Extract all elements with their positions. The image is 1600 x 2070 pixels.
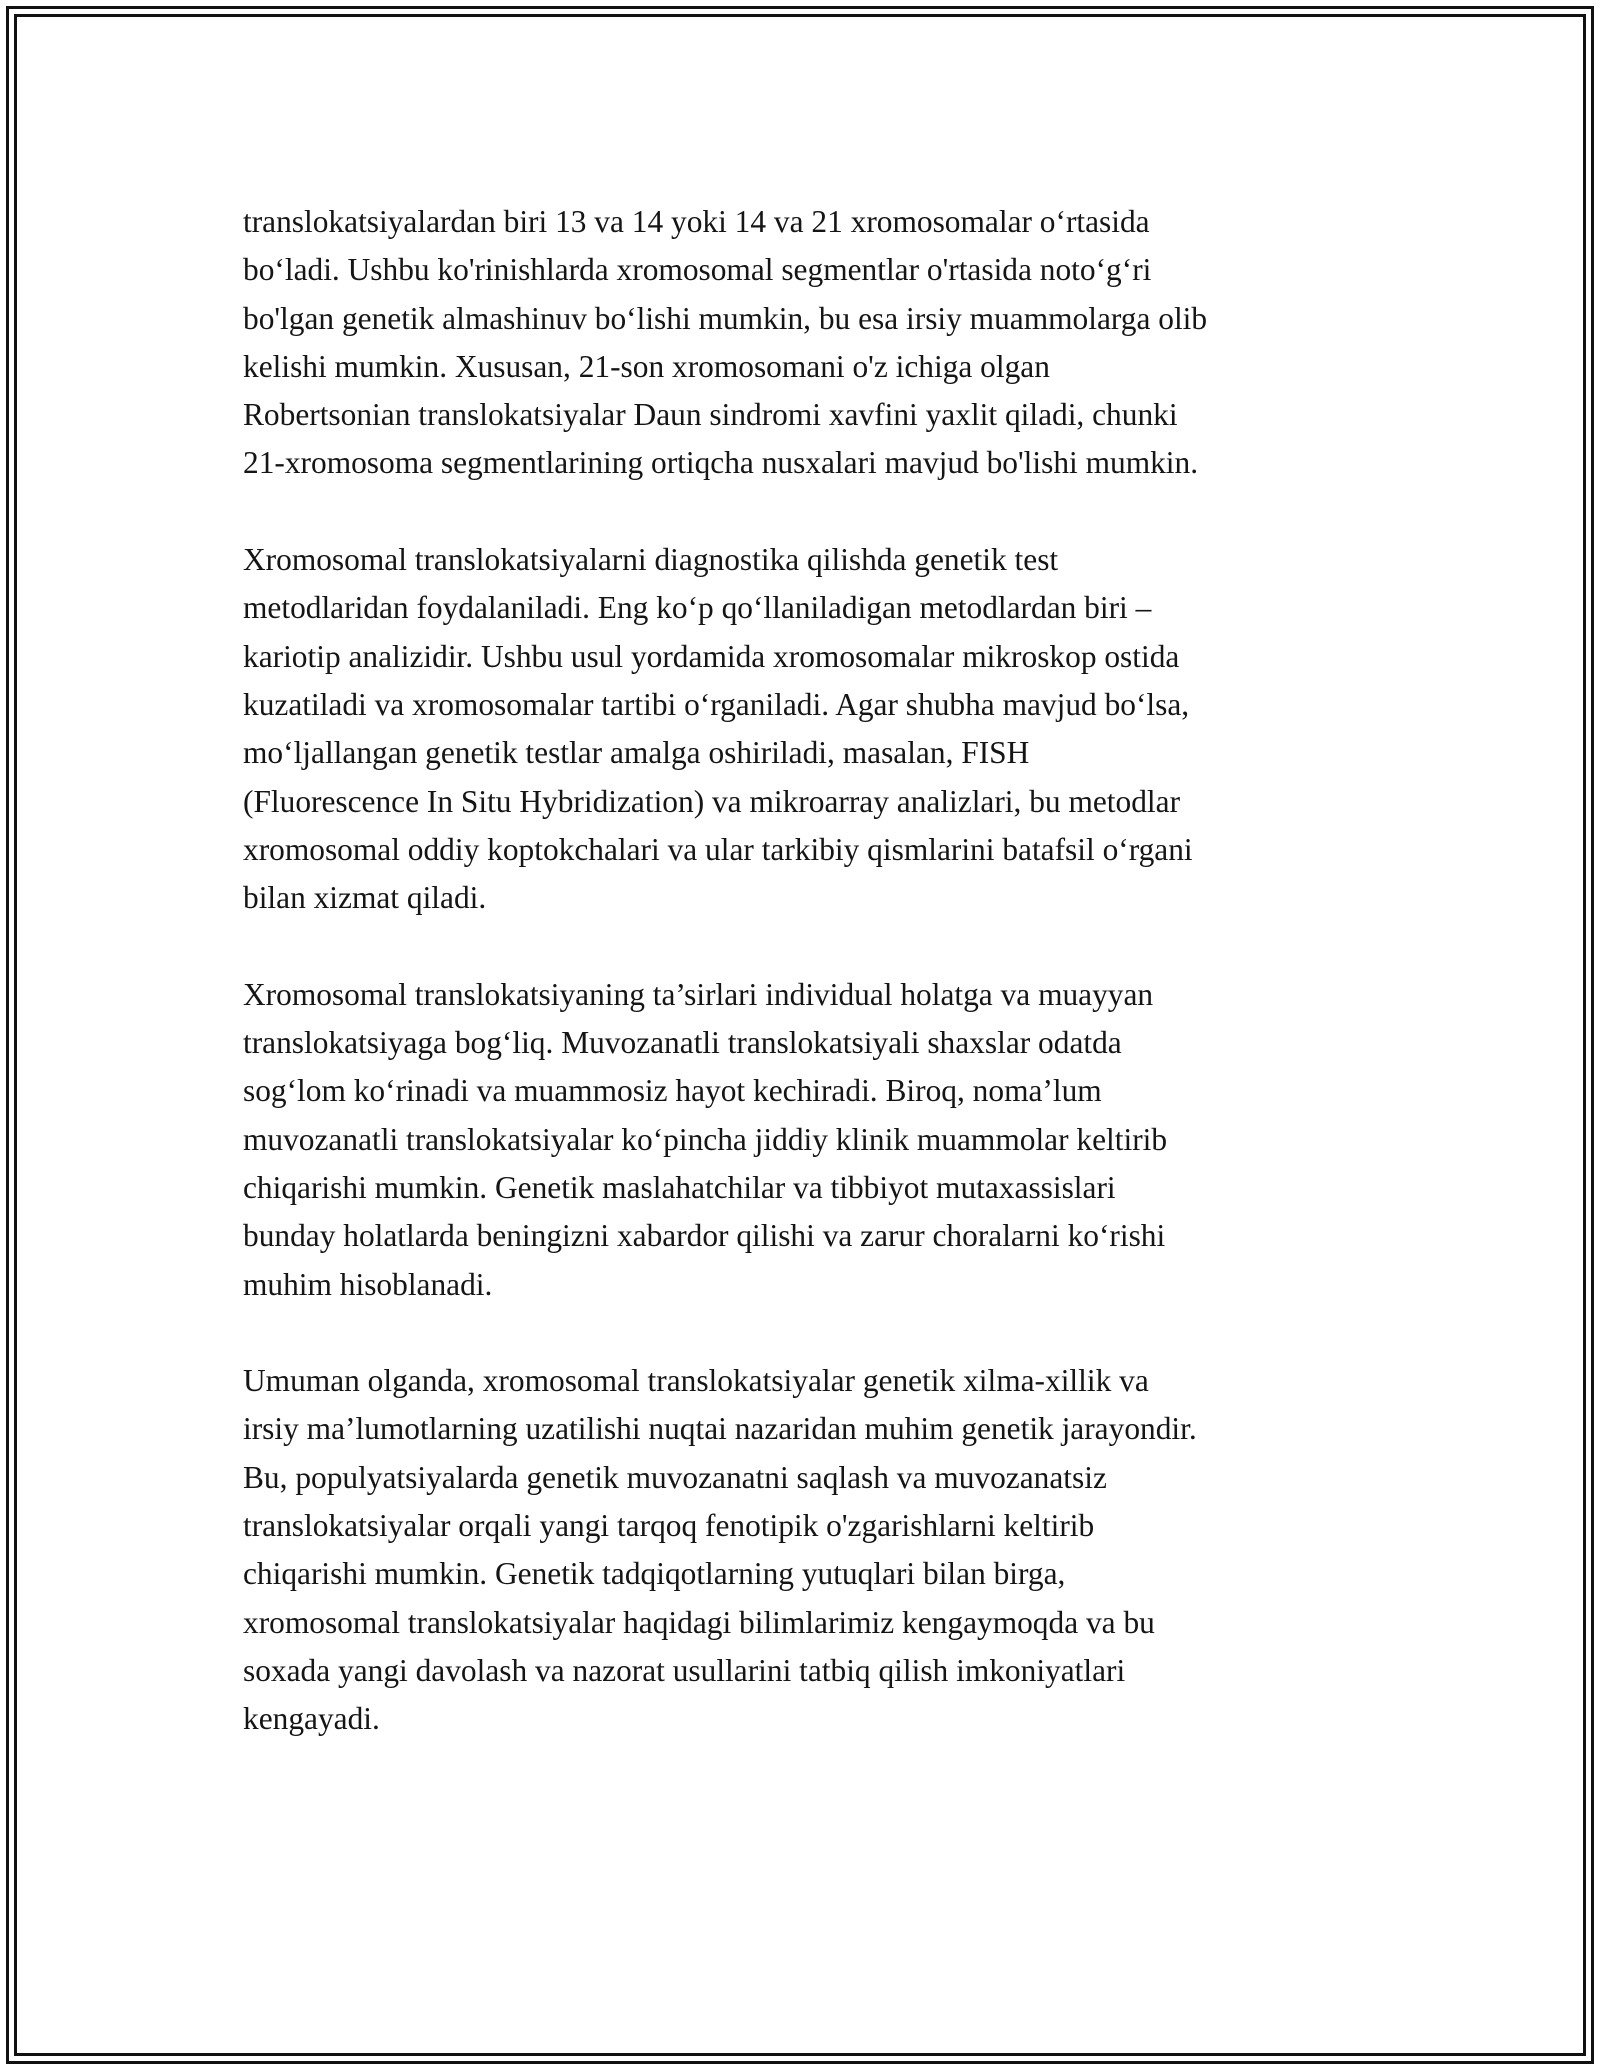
paragraph-diagnostics (243, 536, 1393, 922)
text-line: kariotip analizidir. Ushbu usul yordamida xromosomalar mikroskop ostida (243, 638, 1180, 674)
page-outer-border (6, 6, 1594, 2064)
text-line: Umuman olganda, xromosomal translokatsiyalar genetik xilma-xillik va (243, 1363, 1149, 1399)
text-line: bilan xizmat qiladi. (243, 880, 487, 916)
text-line: Robertsonian translokatsiyalar Daun sindromi xavfini yaxlit qiladi, chunki (243, 397, 1178, 433)
text-line: muhim hisoblanadi. (243, 1266, 493, 1302)
text-line: bo'lgan genetik almashinuv bo‘lishi mumkin, bu esa irsiy muammolarga olib (243, 300, 1208, 336)
page-inner-border (14, 14, 1586, 2056)
text-line: kuzatiladi va xromosomalar tartibi o‘rganiladi. Agar shubha mavjud bo‘lsa, (243, 686, 1190, 722)
text-line: metodlaridan foydalaniladi. Eng ko‘p qo‘llaniladigan metodlardan biri – (243, 590, 1152, 626)
text-line: Xromosomal translokatsiyalarni diagnostika qilishda genetik test (243, 542, 1059, 578)
text-line: sog‘lom ko‘rinadi va muammosiz hayot kechiradi. Biroq, noma’lum (243, 1073, 1102, 1109)
text-line: translokatsiyalardan biri 13 va 14 yoki 14 va 21 xromosomalar o‘rtasida (243, 204, 1150, 239)
text-line: (Fluorescence In Situ Hybridization) va mikroarray analizlari, bu metodlar (243, 783, 1181, 819)
text-line: translokatsiyalar orqali yangi tarqoq fenotipik o'zgarishlarni keltirib (243, 1508, 1095, 1544)
text-line: Bu, populyatsiyalarda genetik muvozanatni saqlash va muvozanatsiz (243, 1459, 1107, 1495)
text-line: translokatsiyaga bog‘liq. Muvozanatli translokatsiyali shaxslar odatda (243, 1025, 1122, 1061)
paragraph-robertsonian (243, 198, 1393, 488)
text-line: chiqarishi mumkin. Genetik maslahatchilar va tibbiyot mutaxassislari (243, 1169, 1116, 1205)
text-line: kengayadi. (243, 1701, 380, 1737)
text-line: mo‘ljallangan genetik testlar amalga oshiriladi, masalan, FISH (243, 735, 1030, 771)
text-line: irsiy ma’lumotlarning uzatilishi nuqtai nazaridan muhim genetik jarayondir. (243, 1411, 1197, 1447)
text-line: soxada yangi davolash va nazorat usullarini tatbiq qilish imkoniyatlari (243, 1652, 1126, 1688)
text-line: chiqarishi mumkin. Genetik tadqiqotlarning yutuqlari bilan birga, (243, 1556, 1066, 1592)
document-body (243, 198, 1393, 1792)
text-line: bunday holatlarda beningizni xabardor qilishi va zarur choralarni ko‘rishi (243, 1218, 1166, 1254)
text-line: xromosomal oddiy koptokchalari va ular tarkibiy qismlarini batafsil o‘rgani (243, 831, 1193, 867)
paragraph-conclusion (243, 1357, 1393, 1743)
text-line: muvozanatli translokatsiyalar ko‘pincha jiddiy klinik muammolar keltirib (243, 1121, 1168, 1157)
text-line: Xromosomal translokatsiyaning ta’sirlari individual holatga va muayyan (243, 976, 1154, 1012)
text-line: 21-xromosoma segmentlarining ortiqcha nusxalari mavjud bo'lishi mumkin. (243, 445, 1199, 481)
paragraph-effects (243, 971, 1393, 1309)
text-line: xromosomal translokatsiyalar haqidagi bilimlarimiz kengaymoqda va bu (243, 1604, 1155, 1640)
text-line: kelishi mumkin. Xususan, 21-son xromosomani o'z ichiga olgan (243, 348, 1050, 384)
text-line: bo‘ladi. Ushbu ko'rinishlarda xromosomal segmentlar o'rtasida noto‘g‘ri (243, 252, 1152, 288)
